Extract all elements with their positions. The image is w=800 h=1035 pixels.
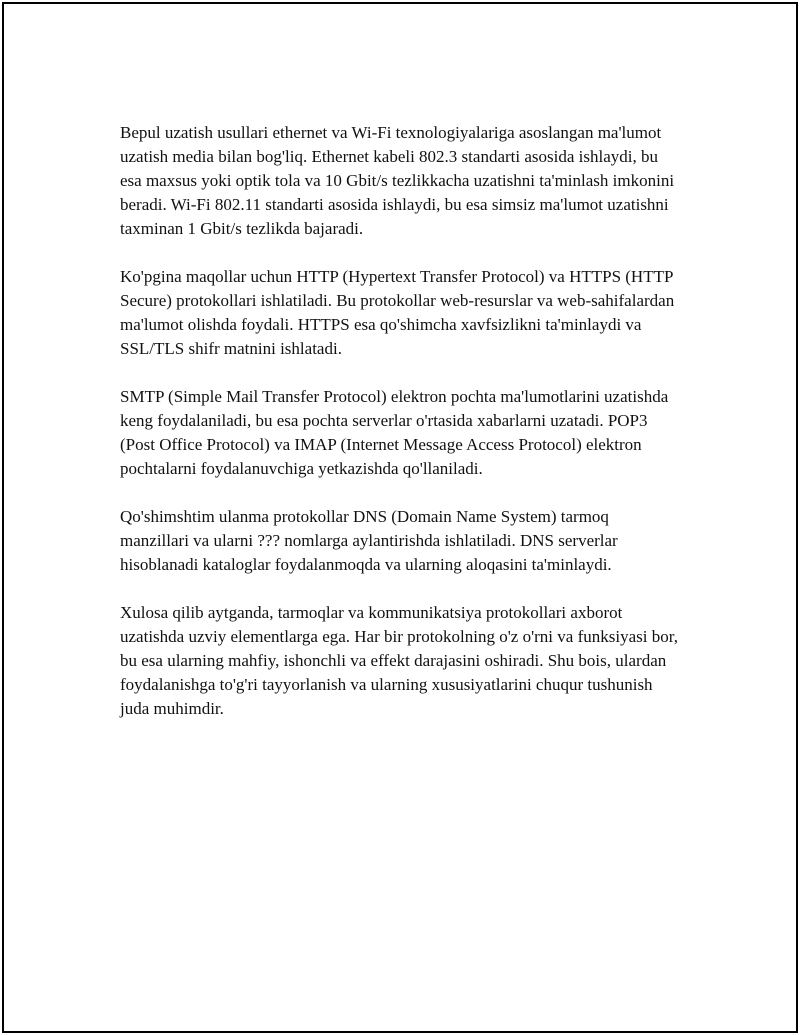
paragraph-conclusion: Xulosa qilib aytganda, tarmoqlar va kommunikatsiya protokollari axborot uzatishda uzviy elementlarga ega. Har bir protokolning o'z o'rni va funksiyasi bor, bu esa ularning mahfiy, ishonchli va effekt darajasini oshiradi. Shu bois, ulardan foydalanishga to'g'ri tayyorlanish va ularning xususiyatlarini chuqur tushunish juda muhimdir. xyxy=(120,603,678,718)
paragraph-http-https: Ko'pgina maqollar uchun HTTP (Hypertext Transfer Protocol) va HTTPS (HTTP Secure) protokollari ishlatiladi. Bu protokollar web-resurslar va web-sahifalardan ma'lumot olishda foydali. HTTPS esa qo'shimcha xavfsizlikni ta'minlaydi va SSL/TLS shifr matnini ishlatadi. xyxy=(120,267,675,358)
paragraph-ethernet-wifi: Bepul uzatish usullari ethernet va Wi-Fi texnologiyalariga asoslangan ma'lumot uzatish media bilan bog'liq. Ethernet kabeli 802.3 standarti asosida ishlaydi, bu esa maxsus yoki optik tola va 10 Gbit/s tezlikkacha uzatishni ta'minlash imkonini beradi. Wi-Fi 802.11 standarti asosida ishlaydi, bu esa simsiz ma'lumot uzatishni taxminan 1 Gbit/s tezlikda bajaradi. xyxy=(120,123,675,238)
paragraph-smtp-pop3-imap: SMTP (Simple Mail Transfer Protocol) elektron pochta ma'lumotlarini uzatishda keng foydalaniladi, bu esa pochta serverlar o'rtasida xabarlarni uzatadi. POP3 (Post Office Protocol) va IMAP (Internet Message Access Protocol) elektron pochtalarni foydalanuvchiga yetkazishda qo'llaniladi. xyxy=(120,387,669,478)
page-frame xyxy=(2,2,798,1033)
document-body xyxy=(120,121,680,745)
paragraph-dns: Qo'shimshtim ulanma protokollar DNS (Domain Name System) tarmoq manzillari va ularni ??? nomlarga aylantirishda ishlatiladi. DNS serverlar hisoblanadi kataloglar foydalanmoqda va ularning aloqasini ta'minlaydi. xyxy=(120,507,618,574)
